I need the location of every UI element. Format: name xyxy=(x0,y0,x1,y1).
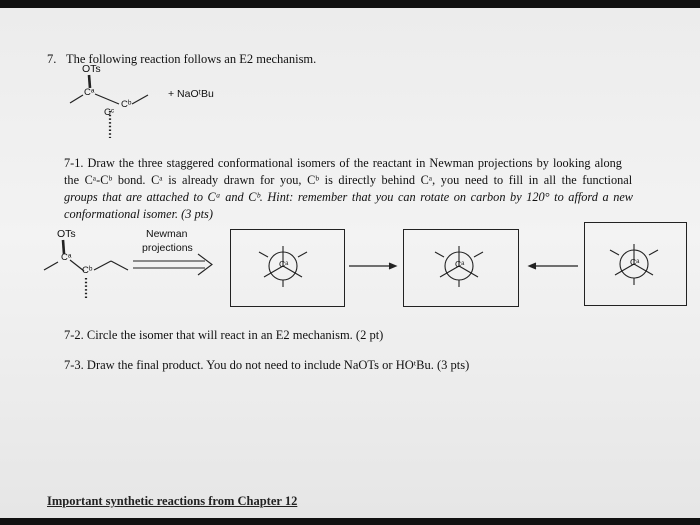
newman-center-label-3: Cᵃ xyxy=(630,257,640,267)
footer-heading: Important synthetic reactions from Chapter 12 xyxy=(47,494,298,508)
instruction-line-1: 7-1. Draw the three staggered conformational isomers of the reactant in Newman projections by looking along xyxy=(64,156,622,170)
newman-center-label-2: Cᵃ xyxy=(455,259,465,269)
rotation-arrow-2 xyxy=(529,263,578,269)
arrow-label-newman: Newman xyxy=(146,228,188,240)
diagram-ots-label: OTs xyxy=(57,228,76,240)
reactant-cb-label: Cᵇ xyxy=(121,99,132,110)
question-number: 7. xyxy=(47,52,57,66)
reactant-ca-label: Cᵃ xyxy=(84,87,95,98)
instruction-line-3: groups that are attached to Cᵃ and Cᵇ. Hint: remember that you can rotate on carbon by 120° to afford a new xyxy=(64,190,634,204)
newman-projections xyxy=(0,8,700,518)
question-title: The following reaction follows an E2 mechanism. xyxy=(66,52,317,66)
worksheet-page xyxy=(0,8,700,518)
instruction-line-4: conformational isomer. (3 pts) xyxy=(64,207,213,221)
reactant-ots-label: OTs xyxy=(82,63,101,75)
diagram-cb-label: Cᵇ xyxy=(82,265,93,276)
arrow-label-projections: projections xyxy=(142,242,193,254)
instruction-line-2: the Cᵃ-Cᵇ bond. Cᵃ is already drawn for you, Cᵇ is directly behind Cᵃ, you need to fill in all the functional xyxy=(64,173,633,187)
reactant-cc-label: Cᶜ xyxy=(104,107,115,118)
diagram-ca-label: Cᵃ xyxy=(61,252,72,263)
newman-center-label-1: Cᵃ xyxy=(279,259,289,269)
part-7-2-text: 7-2. Circle the isomer that will react in an E2 mechanism. (2 pt) xyxy=(64,328,384,342)
part-7-3-text: 7-3. Draw the final product. You do not need to include NaOTs or HOᵗBu. (3 pts) xyxy=(64,358,470,372)
reagent-label: + NaOᵗBu xyxy=(168,88,214,100)
rotation-arrow-1 xyxy=(349,263,396,269)
